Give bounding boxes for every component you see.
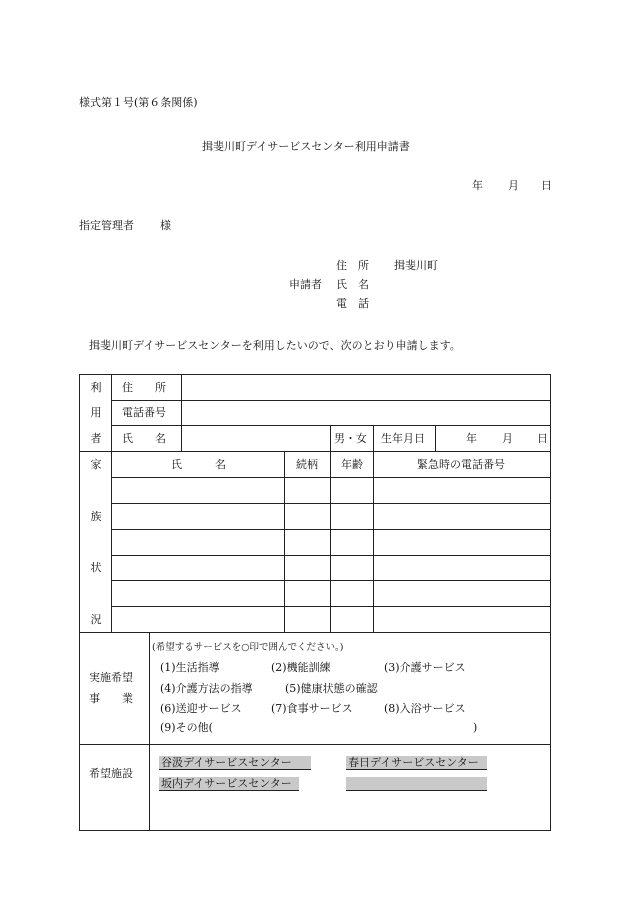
applicant-address-label: 住 所 <box>336 259 369 272</box>
facility-option[interactable]: 春日デイサービスセンター <box>346 756 487 770</box>
service-option[interactable]: (7)食事サービス <box>271 702 353 715</box>
services-label-line1: 実施希望 <box>89 671 133 684</box>
family-label-char: 家 <box>90 458 102 471</box>
services-note: (希望するサービスを○印で囲んでください。) <box>152 642 344 653</box>
facility-option-blank[interactable] <box>346 777 487 791</box>
service-option[interactable]: (8)入浴サービス <box>384 702 466 715</box>
birth-year-label: 年 <box>466 432 477 445</box>
user-label-char: 者 <box>90 432 102 445</box>
user-name-label: 氏 名 <box>122 432 166 445</box>
date-year-label: 年 <box>472 179 483 192</box>
facility-option[interactable]: 坂内デイサービスセンター <box>159 777 299 791</box>
family-label-char: 況 <box>90 613 102 626</box>
service-option[interactable]: (4)介護方法の指導 <box>160 682 253 695</box>
form-number: 様式第１号(第６条関係) <box>79 96 198 109</box>
family-label-char: 状 <box>90 561 102 574</box>
user-label-char: 用 <box>90 406 102 419</box>
service-option[interactable]: (6)送迎サービス <box>160 702 242 715</box>
family-header-relation: 続柄 <box>296 458 318 471</box>
services-label-line2: 事 業 <box>89 692 133 705</box>
applicant-address-value: 揖斐川町 <box>394 259 438 272</box>
family-header-age: 年齢 <box>341 458 363 471</box>
service-other-close: ) <box>473 721 478 734</box>
service-option-other[interactable]: (9)その他( <box>160 721 213 734</box>
gender-field[interactable]: 男・女 <box>334 432 367 445</box>
user-label-char: 利 <box>90 381 102 394</box>
applicant-label: 申請者 <box>289 278 322 291</box>
family-header-emergency-phone: 緊急時の電話番号 <box>417 458 505 471</box>
service-option[interactable]: (1)生活指導 <box>160 661 220 674</box>
honorific: 様 <box>160 219 171 232</box>
family-label-char: 族 <box>90 510 102 523</box>
service-option[interactable]: (2)機能訓練 <box>271 661 331 674</box>
family-header-name: 氏 名 <box>171 458 226 471</box>
service-option[interactable]: (3)介護サービス <box>384 661 466 674</box>
birth-day-label: 日 <box>537 432 548 445</box>
facility-label: 希望施設 <box>89 767 133 780</box>
birthdate-label: 生年月日 <box>381 432 425 445</box>
applicant-name-label: 氏 名 <box>336 278 369 291</box>
facility-option[interactable]: 谷汲デイサービスセンター <box>159 756 311 770</box>
date-month-label: 月 <box>508 179 519 192</box>
applicant-phone-label: 電 話 <box>336 297 369 310</box>
service-option[interactable]: (5)健康状態の確認 <box>285 682 378 695</box>
document-title: 揖斐川町デイサービスセンター利用申請書 <box>202 140 410 153</box>
user-address-label: 住 所 <box>122 381 166 394</box>
user-phone-label: 電話番号 <box>122 406 166 419</box>
date-day-label: 日 <box>541 179 552 192</box>
birth-month-label: 月 <box>502 432 513 445</box>
intro-text: 揖斐川町デイサービスセンターを利用したいので、次のとおり申請します。 <box>89 339 461 352</box>
addressee: 指定管理者 <box>79 219 134 232</box>
